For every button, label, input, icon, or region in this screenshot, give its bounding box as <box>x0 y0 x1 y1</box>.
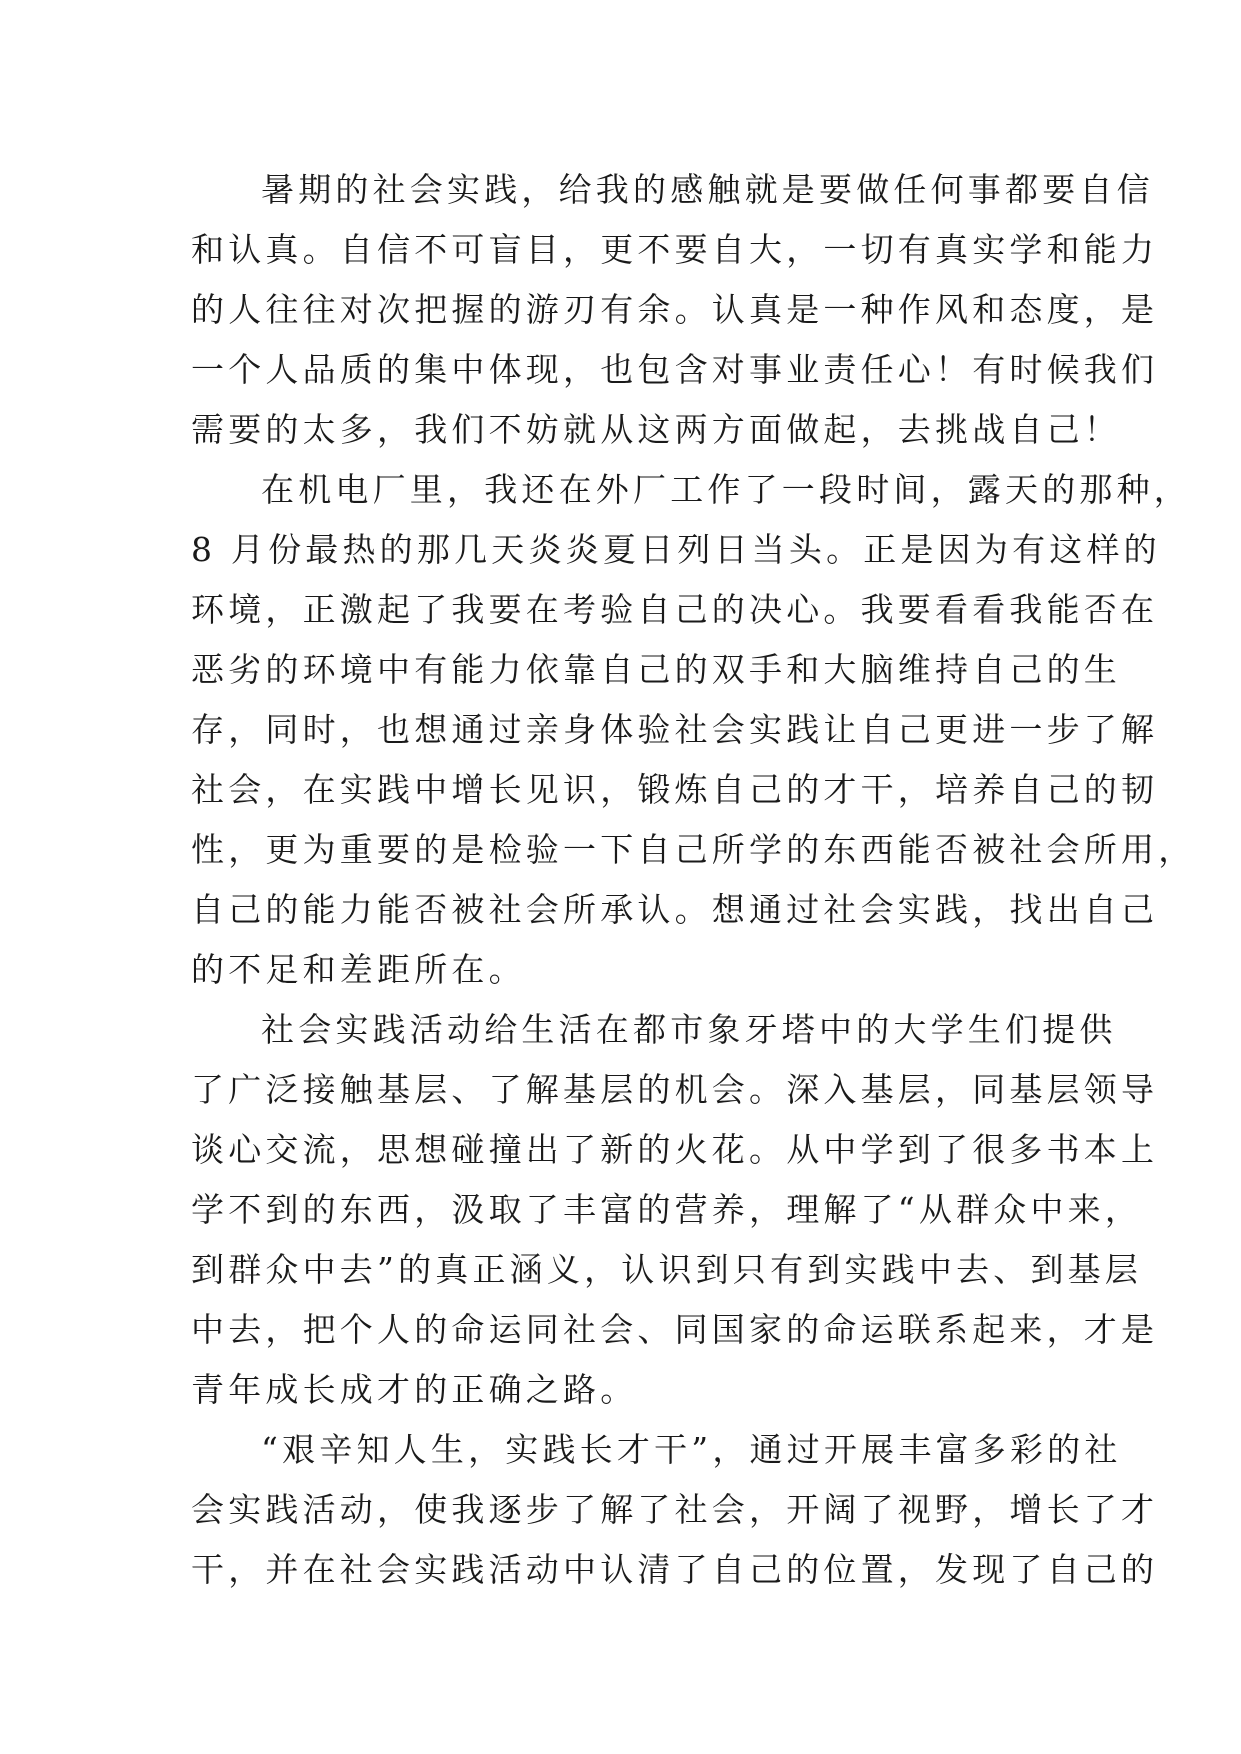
text-line: 恶劣的环境中有能力依靠自己的双手和大脑维持自己的生 <box>191 650 1121 689</box>
text-line: 青年成长成才的正确之路。 <box>191 1370 638 1409</box>
text-line: 干，并在社会实践活动中认清了自己的位置，发现了自己的 <box>191 1550 1159 1589</box>
document-body <box>191 160 1196 1600</box>
text-line: 自己的能力能否被社会所承认。想通过社会实践，找出自己 <box>191 890 1159 929</box>
text-line: 存，同时，也想通过亲身体验社会实践让自己更进一步了解 <box>191 710 1159 749</box>
text-line: 会实践活动，使我逐步了解了社会，开阔了视野，增长了才 <box>191 1490 1159 1529</box>
text-line: 中去，把个人的命运同社会、同国家的命运联系起来，才是 <box>191 1310 1159 1349</box>
text-line: 暑期的社会实践，给我的感触就是要做任何事都要自信 <box>261 170 1154 209</box>
text-line: 在机电厂里，我还在外厂工作了一段时间，露天的那种， <box>261 470 1191 509</box>
paragraph-1 <box>191 160 1159 460</box>
text-line: 的人往往对次把握的游刃有余。认真是一种作风和态度，是 <box>191 290 1159 329</box>
text-line: “艰辛知人生，实践长才干”，通过开展丰富多彩的社 <box>261 1430 1122 1469</box>
text-line: 社会，在实践中增长见识，锻炼自己的才干，培养自己的韧 <box>191 770 1159 809</box>
text-line: 和认真。自信不可盲目，更不要自大，一切有真实学和能力 <box>191 230 1159 269</box>
text-line: 了广泛接触基层、了解基层的机会。深入基层，同基层领导 <box>191 1070 1159 1109</box>
text-line: 社会实践活动给生活在都市象牙塔中的大学生们提供 <box>261 1010 1117 1049</box>
paragraph-4 <box>191 1420 1159 1600</box>
text-line: 到群众中去”的真正涵义，认识到只有到实践中去、到基层 <box>191 1250 1143 1289</box>
paragraph-3 <box>191 1000 1159 1420</box>
text-line: 一个人品质的集中体现，也包含对事业责任心！有时候我们 <box>191 350 1159 389</box>
text-line: 8 月份最热的那几天炎炎夏日列日当头。正是因为有这样的 <box>191 530 1161 569</box>
paragraph-2 <box>191 460 1196 1000</box>
text-line: 性，更为重要的是检验一下自己所学的东西能否被社会所用， <box>191 830 1196 869</box>
text-line: 需要的太多，我们不妨就从这两方面做起，去挑战自己！ <box>191 410 1121 449</box>
text-line: 环境，正激起了我要在考验自己的决心。我要看看我能否在 <box>191 590 1159 629</box>
text-line: 的不足和差距所在。 <box>191 950 526 989</box>
text-line: 学不到的东西，汲取了丰富的营养，理解了“从群众中来， <box>191 1190 1143 1229</box>
text-line: 谈心交流，思想碰撞出了新的火花。从中学到了很多书本上 <box>191 1130 1159 1169</box>
